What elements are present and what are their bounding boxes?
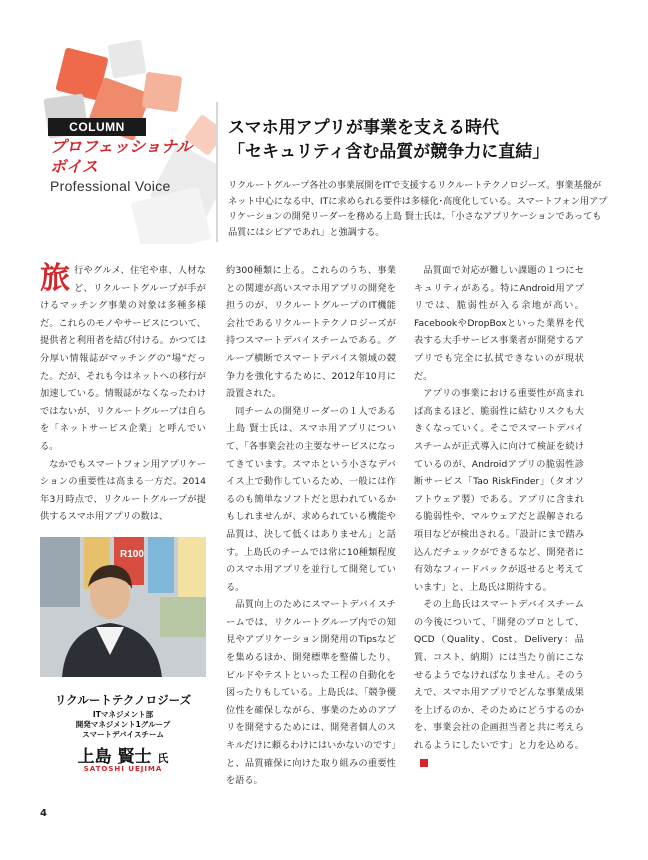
paragraph: アプリの事業における重要性が高まれば高まるほど、脆弱性に結むリスクも大きくなっていく。そこでスマートデバイスチームが正式導入に向けて検証を続けているのが、Androidアプリの脆弱性診断サービス「Tao RiskFinder」（タオソフトウェア製）である。アプリに含まれる脆弱性や、マルウェアだと誤解される項目などが検出される。「設計にまで踏み込んだチェックができるなど、開発者に有効なフィードバックが返せると考えています」と、上島氏は期待する。 bbox=[414, 388, 584, 593]
article-lead: リクルートグループ各社の事業展開をITで支援するリクルートテクノロジーズ。事業基盤がネット中心になる中、ITに求められる要件は多様化･高度化している。スマートフォン用アプリケーションの開発リーダーを務める上島 賢士氏は、「小さなアプリケーションであっても品質にはシビアであれ」と強調する。 bbox=[228, 180, 608, 238]
person-name: 上島 賢士 bbox=[77, 747, 152, 767]
article-column-3 bbox=[414, 262, 584, 772]
column-title-en: Professional Voice bbox=[50, 178, 171, 194]
portrait-photo bbox=[40, 537, 206, 677]
profile-name-roman: SATOSHI UEJIMA bbox=[83, 765, 163, 773]
paragraph: 約300種類に上る。これらのうち、事業との関連が高いスマホ用アプリの開発を担うのが、リクルートグループのIT機能会社であるリクルートテクノロジーズが持つスマートデバイスチームである。グループ横断でスマートデバイス領域の競争力を強化するために、2012年10月に設置された。 bbox=[226, 265, 396, 400]
dept-line: 開発マネジメント1グループ bbox=[75, 720, 171, 729]
portrait-illustration bbox=[40, 537, 206, 677]
paragraph: なかでもスマートフォン用アプリケーションの重要性は高まる一方だ。2014年3月時点で、リクルートグループが提供するスマホ用アプリの数は、 bbox=[40, 458, 206, 523]
paragraph: 同チームの開発リーダーの１人である上島 賢士氏は、スマホ用アプリについて、「各事業会社の主要なサービスになってきています。スマホという小さなデバイス上で動作しているため、一般には作るのも簡単なソフトだと思われているかもしれませんが、求められている機能や品質は、決して低くはありません」と話す。上島氏のチームでは常に10種類程度のスマホ用アプリを並行して開発している。 bbox=[226, 405, 396, 593]
article-column-1 bbox=[40, 262, 206, 526]
column-badge: COLUMN bbox=[48, 118, 146, 136]
honorific: 氏 bbox=[157, 752, 169, 765]
paragraph-text: その上島氏はスマートデバイスチームの今後について、「開発のプロとして、QCD（Quality、Cost、Delivery：品質、コスト、納期）には当たり前にこなせるようでなければなりません。そのうえで、スマホ用アプリでどんな事業成果を上げるのか、そのためにどうするのかを、事業会社の企画担当者と共に考えられるようにしたいです」と力を込める。 bbox=[414, 599, 584, 752]
dept-line: スマートデバイスチーム bbox=[82, 730, 164, 739]
paragraph bbox=[414, 596, 584, 772]
page-number: 4 bbox=[40, 808, 47, 819]
header-divider bbox=[216, 102, 218, 242]
profile-company: リクルートテクノロジーズ bbox=[54, 693, 192, 707]
poster-text: R100 bbox=[120, 549, 144, 560]
column-title-line1: プロフェッショナル bbox=[50, 137, 193, 156]
paragraph: 品質向上のためにスマートデバイスチームでは、リクルートグループ内での知見やアプリケーション開発用のTipsなどを集めるほか、開発標準を整備したり、ビルドやテストといった工程の自動化を図ったりもしている。上島氏は、「競争優位性を確保しながら、事業のためのアプリを開発するためには、開発者個人のスキルだけに頼るわけにはいかないのです」と、品質確保に向けた取り組みの重要性を語る。 bbox=[226, 599, 396, 787]
column-title bbox=[50, 137, 192, 177]
profile-name bbox=[40, 742, 206, 767]
drop-cap: 旅 bbox=[40, 261, 70, 296]
dept-line: ITマネジメント部 bbox=[92, 710, 154, 719]
paragraph bbox=[40, 262, 206, 456]
paragraph: 品質面で対応が難しい課題の１つにセキュリティがある。特にAndroid用アプリでは、脆弱性が入る余地が高い。FacebookやDropBoxといった業界を代表する大手サービス事業者が開発するアプリでも完全に払拭できないのが現状だ。 bbox=[414, 265, 584, 382]
paragraph-text: 行やグルメ、住宅や車、人材など、リクルートグループが手がけるマッチング事業の対象は多種多様だ。これらのモノやサービスについて、提供者と利用者を結び付ける。かつては分厚い情報誌がマッチングの“場”だった。だが、それも今はネットへの移行が加速している。情報誌がなくなったわけではないが、リクルートグループは自らを「ネットサービス企業」と呼んでいる。 bbox=[40, 265, 206, 452]
headline-line1: スマホ用アプリが事業を支える時代 bbox=[228, 118, 499, 138]
profile-department bbox=[40, 710, 206, 740]
article-column-2 bbox=[226, 262, 396, 790]
end-mark-icon bbox=[420, 759, 428, 767]
headline-line2: 「セキュリティ含む品質が競争力に直結」 bbox=[228, 142, 550, 162]
article-headline bbox=[228, 116, 608, 164]
column-title-line2: ボイス bbox=[50, 157, 98, 176]
